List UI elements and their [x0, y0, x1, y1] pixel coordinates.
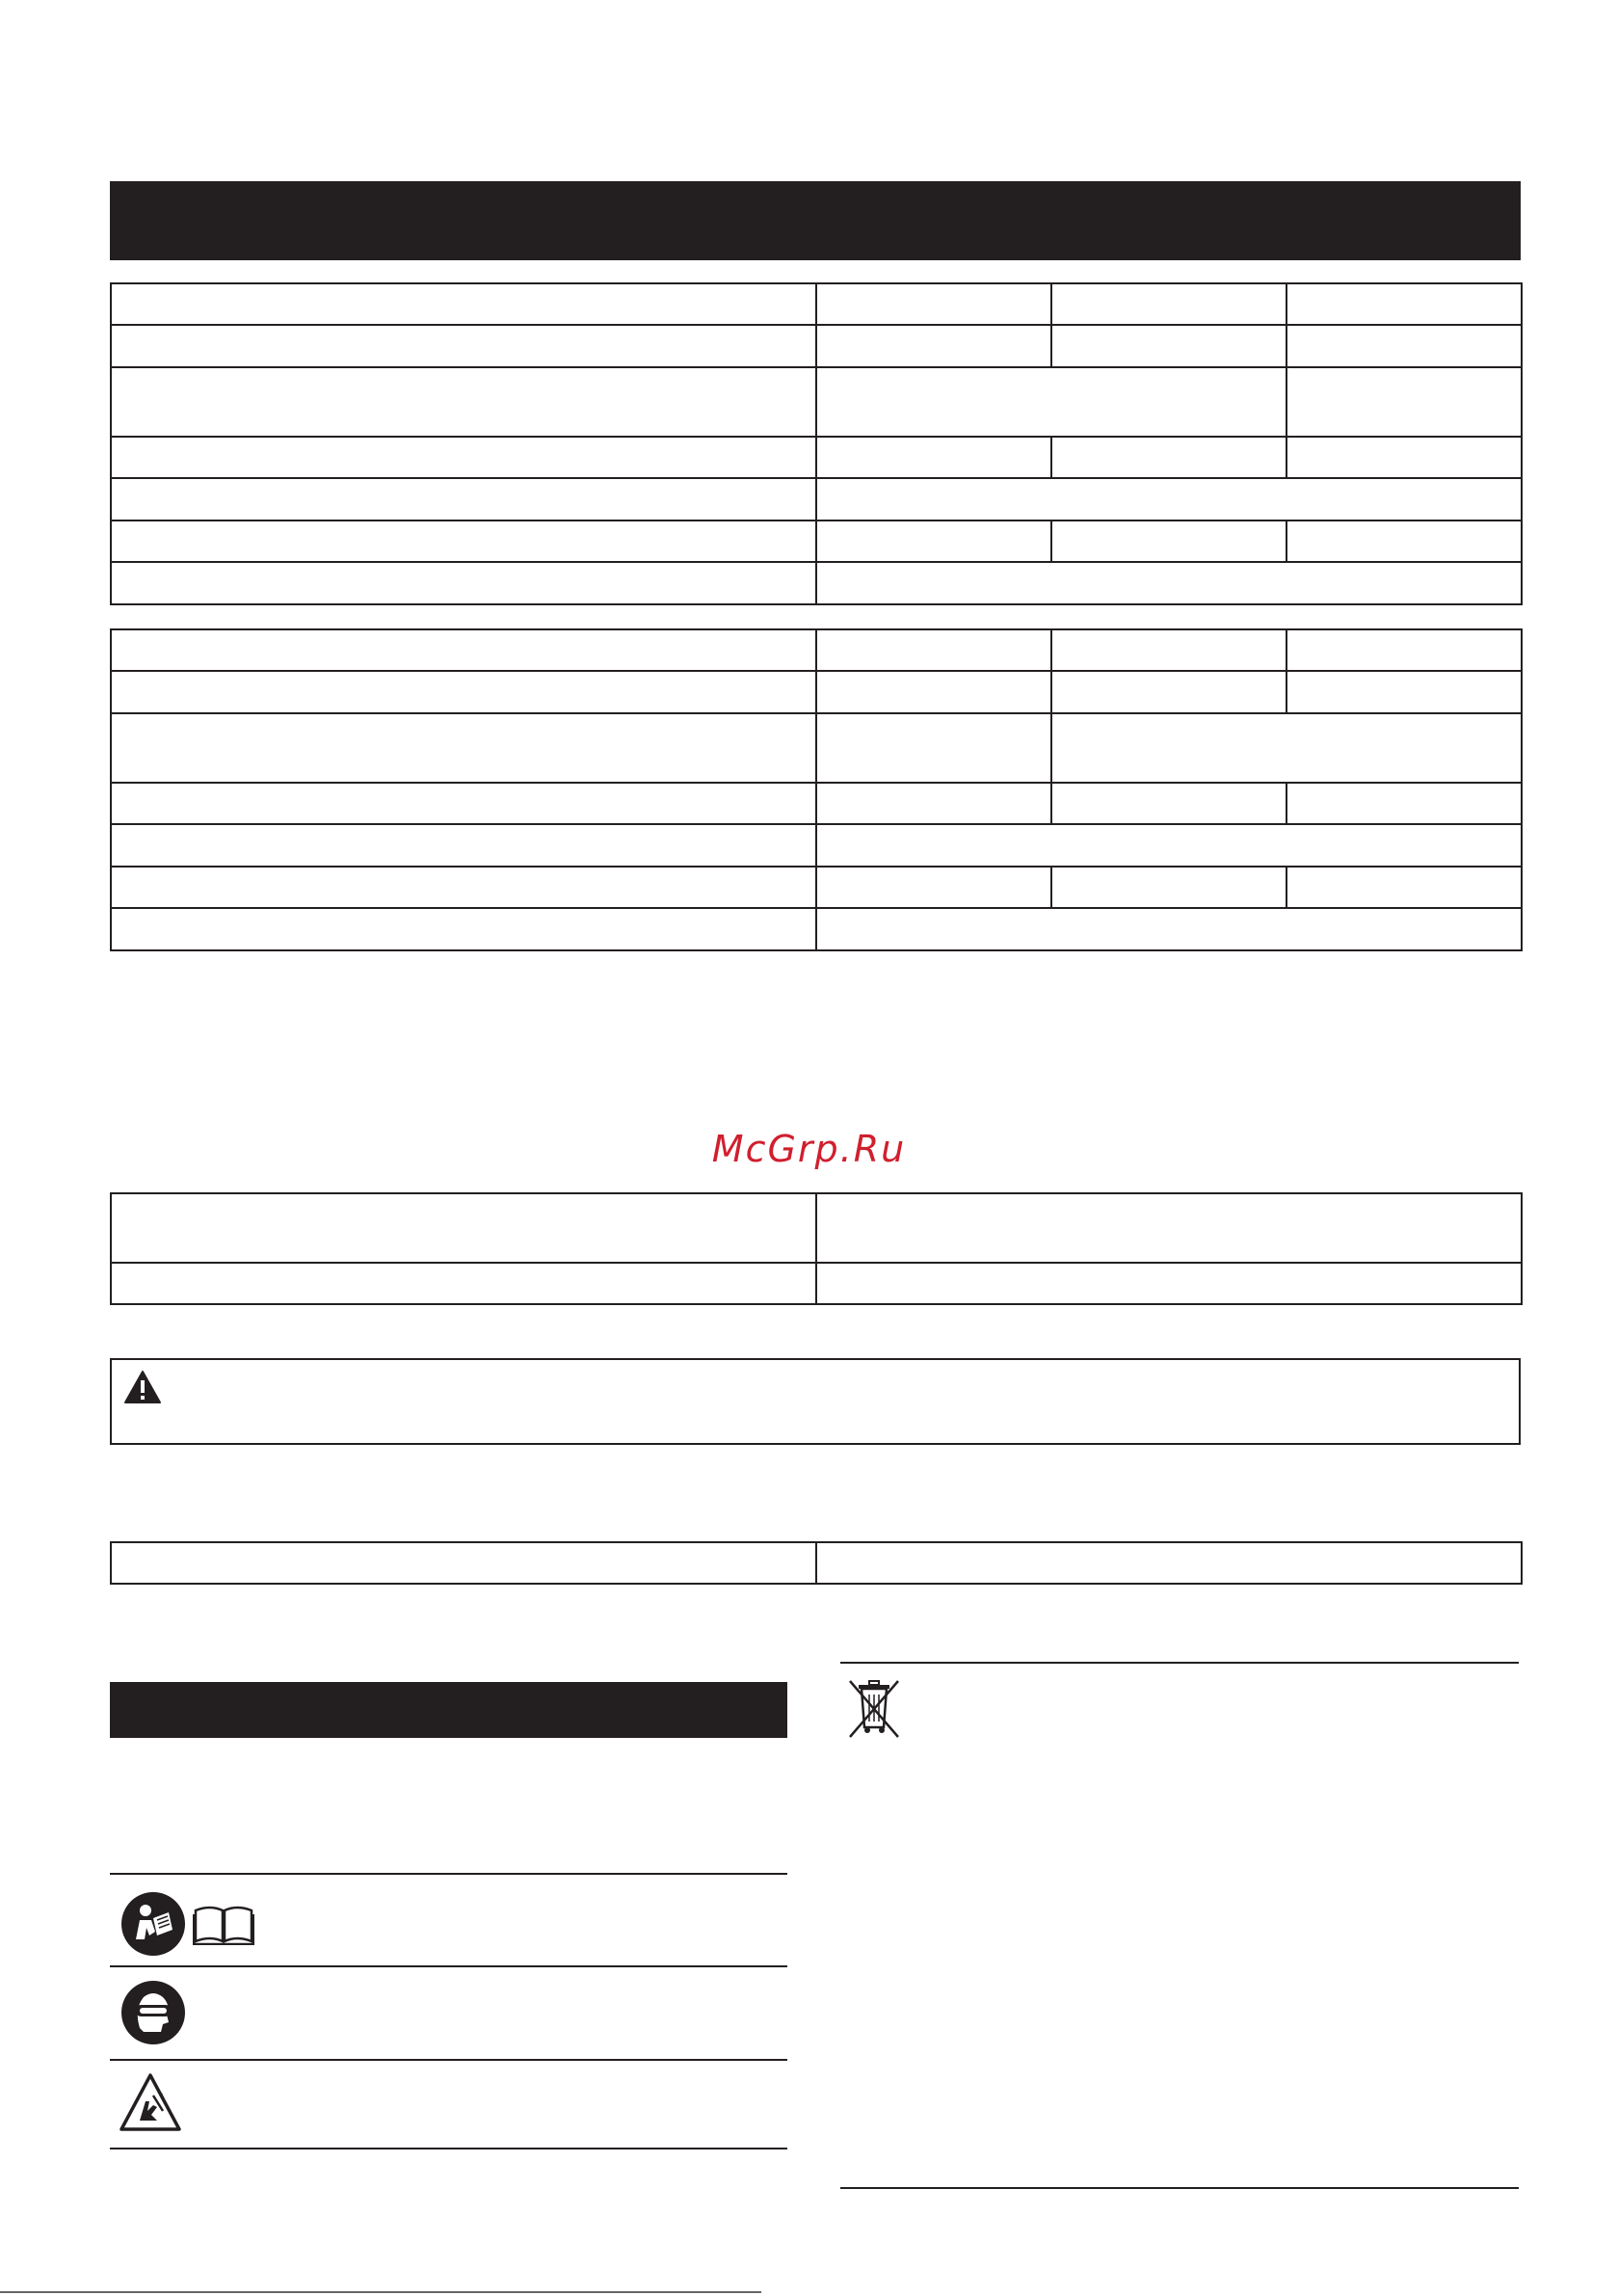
wear-eye-protection-icon: [120, 1980, 186, 2045]
specifications-table-1: [110, 282, 1523, 605]
table-row: [111, 867, 1522, 908]
divider: [840, 1662, 1519, 1664]
table-row: [111, 1542, 1522, 1584]
read-instruction-manual-icon: [120, 1891, 186, 1957]
warning-triangle-icon: [123, 1370, 162, 1404]
divider: [110, 2148, 787, 2149]
table-row: [111, 671, 1522, 713]
specifications-table-2: [110, 628, 1523, 951]
divider: [110, 1873, 787, 1875]
keep-hands-away-icon: [119, 2072, 182, 2132]
table-row: [111, 783, 1522, 824]
divider: [110, 2059, 787, 2061]
table-row: [111, 1193, 1522, 1263]
table-row: [111, 1263, 1522, 1304]
table-row: [111, 562, 1522, 604]
footer-rule: [0, 2291, 761, 2293]
table-row: [111, 713, 1522, 783]
table-row: [111, 478, 1522, 521]
crossed-out-wheelie-bin-icon: [846, 1677, 902, 1739]
table-row: [111, 824, 1522, 867]
open-book-icon: [193, 1905, 254, 1945]
divider: [110, 1965, 787, 1967]
watermark: McGrp.Ru: [711, 1128, 907, 1170]
vibration-table: [110, 1541, 1523, 1585]
table-row: [111, 629, 1522, 671]
specifications-banner: [110, 181, 1521, 260]
table-row: [111, 283, 1522, 325]
table-row: [111, 325, 1522, 367]
divider: [840, 2187, 1519, 2189]
noise-table: [110, 1192, 1523, 1305]
table-row: [111, 437, 1522, 478]
table-row: [111, 908, 1522, 950]
table-row: [111, 367, 1522, 437]
symbols-banner: [110, 1682, 787, 1738]
table-row: [111, 521, 1522, 562]
warning-box: [110, 1358, 1521, 1445]
